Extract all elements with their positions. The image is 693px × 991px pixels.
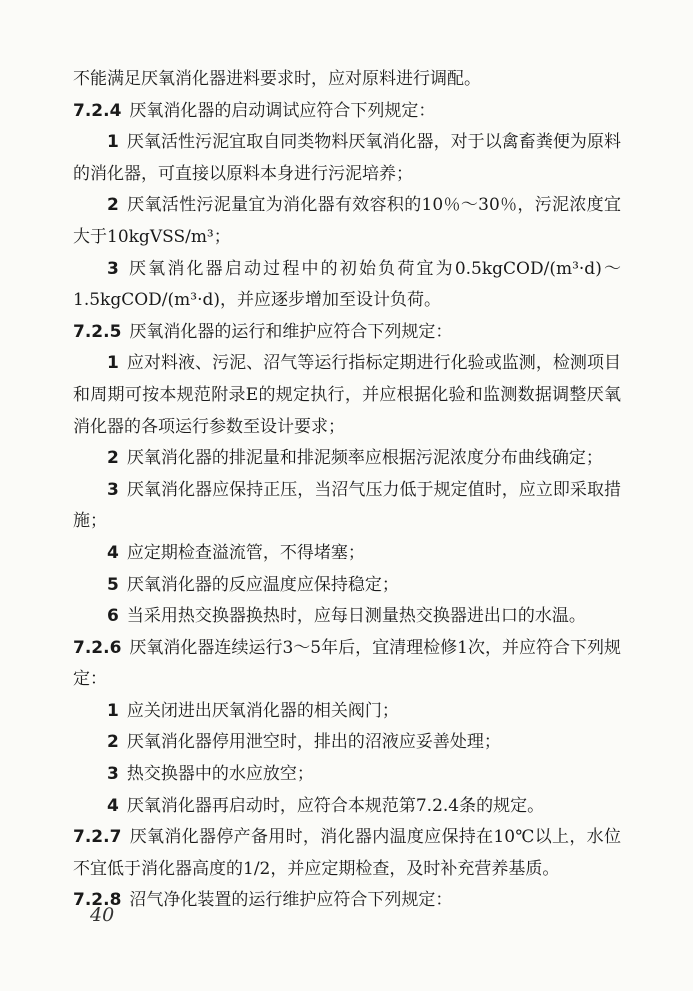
list-item: [73, 475, 621, 538]
item-text: 厌氧活性污泥量宜为消化器有效容积的10％～30％，污泥浓度宜大于10kgVSS/m³；: [73, 195, 621, 247]
clause-heading: [73, 822, 621, 885]
page-number: 40: [90, 904, 115, 926]
list-item: [73, 538, 621, 570]
item-number: 4: [107, 795, 119, 816]
item-text: 当采用热交换器换热时，应每日测量热交换器进出口的水温。: [126, 606, 586, 627]
item-text: 应定期检查溢流管，不得堵塞；: [126, 542, 365, 563]
item-number: 3: [107, 479, 119, 500]
clause-number: 7.2.6: [73, 637, 122, 658]
list-item: [73, 570, 621, 602]
clause-heading: [73, 885, 621, 917]
item-number: 1: [107, 700, 119, 721]
clause-heading: [73, 317, 621, 349]
item-number: 3: [107, 258, 119, 279]
clause-number: 7.2.4: [73, 100, 122, 121]
item-number: 2: [107, 732, 119, 753]
clause-text: 厌氧消化器的启动调试应符合下列规定：: [129, 100, 436, 121]
item-number: 6: [107, 606, 119, 627]
list-item: [73, 348, 621, 443]
clause-text: 厌氧消化器连续运行3～5年后，宜清理检修1次，并应符合下列规定：: [73, 637, 621, 690]
list-item: [73, 727, 621, 759]
paragraph-text: [73, 64, 621, 96]
clause-number: 7.2.8: [73, 890, 122, 911]
item-number: 2: [107, 195, 119, 216]
clause-heading: [73, 633, 621, 696]
item-text: 厌氧消化器应保持正压，当沼气压力低于规定值时，应立即采取措施；: [73, 479, 621, 532]
list-item: [73, 254, 621, 317]
list-item: [73, 190, 621, 253]
item-number: 2: [107, 448, 119, 469]
item-text: 应对料液、污泥、沼气等运行指标定期进行化验或监测，检测项目和周期可按本规范附录E的规定执行，并应根据化验和监测数据调整厌氧消化器的各项运行参数至设计要求；: [73, 353, 621, 437]
item-text: 厌氧消化器的排泥量和排泥频率应根据污泥浓度分布曲线确定；: [126, 448, 603, 469]
item-number: 4: [107, 542, 119, 563]
list-item: [73, 759, 621, 791]
item-text: 厌氧活性污泥宜取自同类物料厌氧消化器，对于以禽畜粪便为原料的消化器，可直接以原料本身进行污泥培养；: [73, 132, 621, 184]
item-text: 厌氧消化器的反应温度应保持稳定；: [126, 574, 399, 595]
list-item: [73, 127, 621, 190]
list-item: [73, 443, 621, 475]
clause-number: 7.2.7: [73, 827, 122, 848]
clause-text: 厌氧消化器的运行和维护应符合下列规定：: [129, 321, 453, 342]
list-item: [73, 696, 621, 728]
item-text: 热交换器中的水应放空；: [126, 764, 314, 785]
list-item: [73, 601, 621, 633]
item-text: 厌氧消化器再启动时，应符合本规范第7.2.4条的规定。: [126, 795, 545, 816]
page-body: [73, 64, 621, 917]
item-number: 3: [107, 764, 119, 785]
item-number: 1: [107, 353, 119, 374]
paragraph-text-body: 不能满足厌氧消化器进料要求时，应对原料进行调配。: [73, 69, 481, 89]
clause-text: 厌氧消化器停产备用时，消化器内温度应保持在10℃以上，水位不宜低于消化器高度的1/2，并应定期检查，及时补充营养基质。: [73, 827, 621, 879]
clause-number: 7.2.5: [73, 321, 122, 342]
item-text: 厌氧消化器启动过程中的初始负荷宜为0.5kgCOD/(m³·d)～1.5kgCOD/(m³·d)，并应逐步增加至设计负荷。: [73, 258, 621, 311]
item-text: 厌氧消化器停用泄空时，排出的沼液应妥善处理；: [126, 732, 501, 753]
list-item: [73, 791, 621, 823]
item-number: 5: [107, 574, 119, 595]
clause-text: 沼气净化装置的运行维护应符合下列规定：: [129, 890, 453, 911]
item-number: 1: [107, 132, 119, 153]
item-text: 应关闭进出厌氧消化器的相关阀门；: [126, 700, 399, 721]
clause-heading: [73, 96, 621, 128]
